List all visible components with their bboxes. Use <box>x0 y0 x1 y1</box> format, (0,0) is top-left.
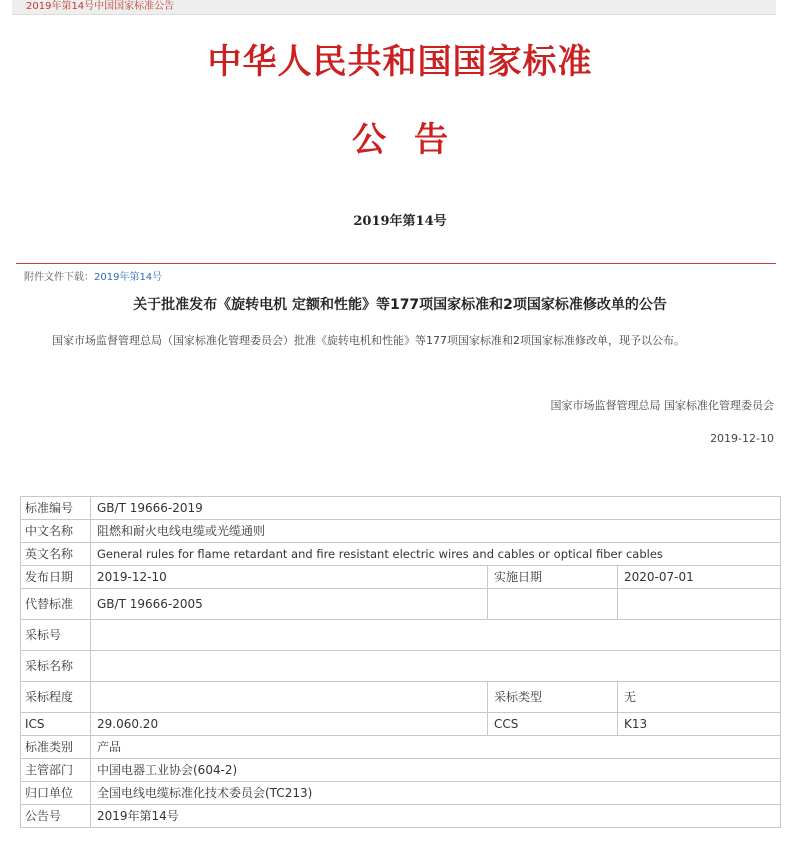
replace-value: GB/T 19666-2005 <box>91 589 488 620</box>
attachment-label: 附件文件下载： <box>24 272 94 283</box>
en-name-value: General rules for flame retardant and fire resistant electric wires and cables or optical fiber cables <box>91 543 781 566</box>
adopt-degree-value <box>91 682 488 713</box>
document-subtitle: 公告 <box>352 120 476 160</box>
announcement-headline: 关于批准发布《旋转电机 定额和性能》等177项国家标准和2项国家标准修改单的公告 <box>133 297 667 313</box>
breadcrumb-bar <box>12 0 776 15</box>
notice-label: 公告号 <box>21 805 91 828</box>
adopt-degree-label: 采标程度 <box>21 682 91 713</box>
adopt-name-value <box>91 651 781 682</box>
adopt-no-value <box>91 620 781 651</box>
ics-label: ICS <box>21 713 91 736</box>
table-row <box>21 566 781 589</box>
adopt-type-label: 采标类型 <box>488 682 618 713</box>
table-row <box>21 497 781 520</box>
attachment-row <box>24 268 162 283</box>
cn-name-label: 中文名称 <box>21 520 91 543</box>
dept-value: 中国电器工业协会(604-2) <box>91 759 781 782</box>
pub-date-value: 2019-12-10 <box>91 566 488 589</box>
announcement-signature: 国家市场监督管理总局 国家标准化管理委员会 <box>550 399 774 412</box>
adopt-type-value: 无 <box>618 682 781 713</box>
table-row <box>21 543 781 566</box>
std-no-label: 标准编号 <box>21 497 91 520</box>
cn-name-value: 阻燃和耐火电线电缆或光缆通则 <box>91 520 781 543</box>
replace-label: 代替标准 <box>21 589 91 620</box>
table-row <box>21 520 781 543</box>
ccs-value: K13 <box>618 713 781 736</box>
adopt-no-label: 采标号 <box>21 620 91 651</box>
attachment-link[interactable]: 2019年第14号 <box>94 272 163 283</box>
category-label: 标准类别 <box>21 736 91 759</box>
issue-number: 2019年第14号 <box>353 214 447 229</box>
announcement-body: 国家市场监督管理总局（国家标准化管理委员会）批准《旋转电机和性能》等177项国家标准和2项国家标准修改单，现予以公布。 <box>52 334 685 347</box>
impl-date-label: 实施日期 <box>488 566 618 589</box>
notice-value: 2019年第14号 <box>91 805 781 828</box>
table-row <box>21 682 781 713</box>
adopt-name-label: 采标名称 <box>21 651 91 682</box>
dept-label: 主管部门 <box>21 759 91 782</box>
unit-value: 全国电线电缆标准化技术委员会(TC213) <box>91 782 781 805</box>
category-value: 产品 <box>91 736 781 759</box>
ics-value: 29.060.20 <box>91 713 488 736</box>
std-no-value: GB/T 19666-2019 <box>91 497 781 520</box>
table-row <box>21 782 781 805</box>
table-row <box>21 736 781 759</box>
empty-cell <box>488 589 618 620</box>
breadcrumb[interactable]: 2019年第14号中国国家标准公告 <box>26 1 175 12</box>
table-row <box>21 651 781 682</box>
document-title: 中华人民共和国国家标准 <box>207 42 593 82</box>
impl-date-value: 2020-07-01 <box>618 566 781 589</box>
ccs-label: CCS <box>488 713 618 736</box>
table-row <box>21 620 781 651</box>
divider-line <box>16 263 776 264</box>
unit-label: 归口单位 <box>21 782 91 805</box>
en-name-label: 英文名称 <box>21 543 91 566</box>
announcement-date: 2019-12-10 <box>710 432 774 445</box>
pub-date-label: 发布日期 <box>21 566 91 589</box>
table-row <box>21 805 781 828</box>
table-row <box>21 713 781 736</box>
empty-cell <box>618 589 781 620</box>
standard-info-table <box>20 496 781 828</box>
table-row <box>21 759 781 782</box>
table-row <box>21 589 781 620</box>
